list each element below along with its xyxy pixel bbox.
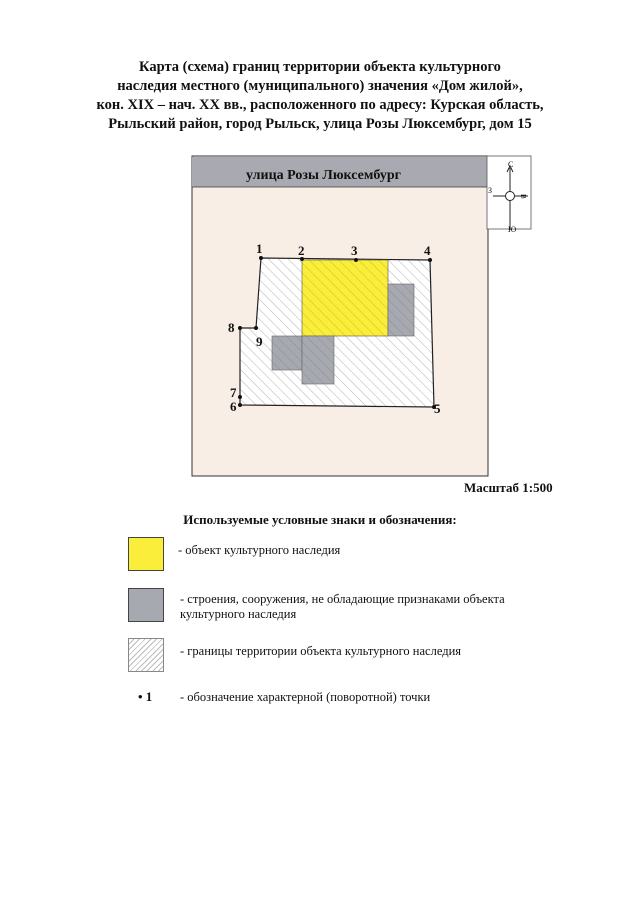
point-marker [254,326,258,330]
point-label: 7 [230,385,237,400]
point-label: 2 [298,243,305,258]
compass-south: Ю [508,225,517,234]
hatch-swatch-icon [128,638,164,672]
yellow-swatch-icon [128,537,164,571]
legend-text: - объект культурного наследия [178,543,341,557]
compass-west: З [488,186,493,195]
structure [272,336,302,370]
point-marker [354,258,358,262]
title-line: Рыльский район, город Рыльск, улица Розы Люксембург, дом 15 [108,116,532,132]
heritage-object [302,260,388,336]
gray-swatch-icon [128,588,164,622]
point-label: 8 [228,320,235,335]
point-marker [428,258,432,262]
compass-north: С [508,160,514,169]
point-marker [238,326,242,330]
point-label: 6 [230,399,237,414]
point-label: 1 [256,241,263,256]
title-line: Карта (схема) границ территории объекта культурного [139,59,501,75]
point-marker-icon: • 1 [138,689,153,704]
title-line: наследия местного (муниципального) значения «Дом жилой», [117,78,523,94]
legend-text: - обозначение характерной (поворотной) точки [180,690,431,704]
structure [302,336,334,384]
point-marker [238,395,242,399]
street-label: улица Розы Люксембург [246,168,401,183]
title-line: кон. XIX – нач. XX вв., расположенного по адресу: Курская область, [96,97,544,113]
point-label: 3 [351,243,358,258]
legend-text: - строения, сооружения, не обладающие признаками объекта культурного наследия [180,592,505,621]
point-label: 4 [424,243,431,258]
structure [388,284,414,336]
compass-east: В [519,194,527,199]
point-marker [238,403,242,407]
map-scale: Масштаб 1:500 [464,480,553,495]
point-label: 9 [256,334,263,349]
legend-text: - границы территории объекта культурного наследия [180,644,462,658]
legend-title: Используемые условные знаки и обозначения: [183,512,457,527]
point-marker [259,256,263,260]
point-label: 5 [434,401,441,416]
